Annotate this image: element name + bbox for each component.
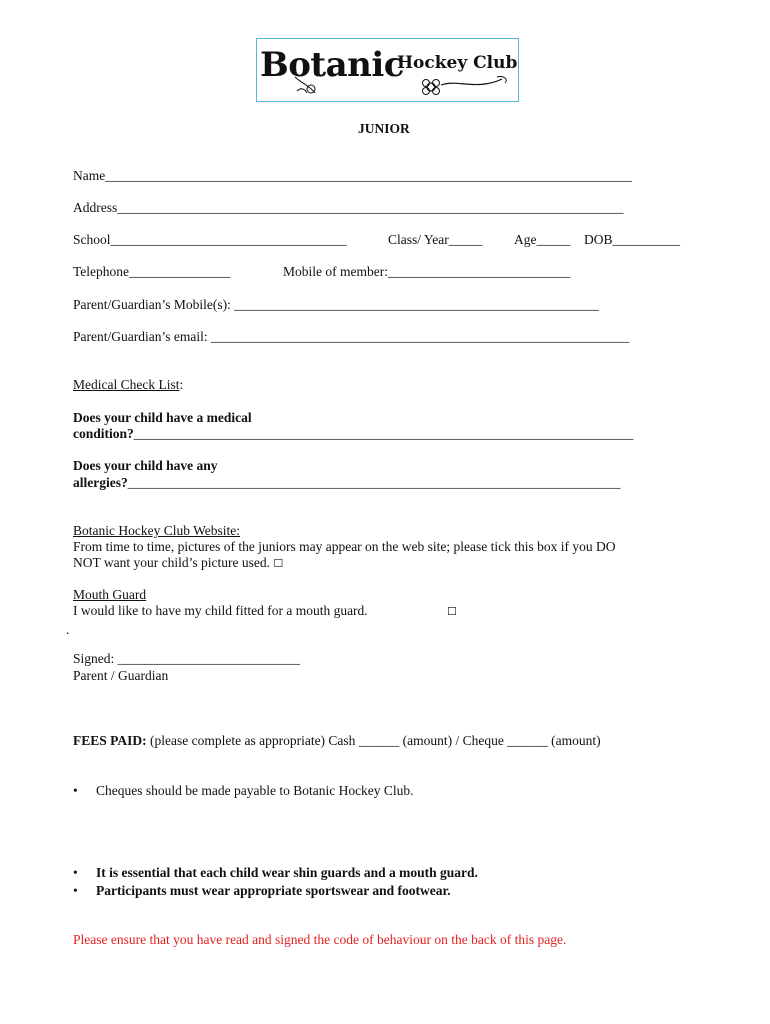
- school-field[interactable]: School___________________________________: [73, 232, 347, 247]
- website-text-2: NOT want your child’s picture used. ☐: [73, 555, 284, 570]
- parent-mobile-field[interactable]: Parent/Guardian’s Mobile(s): ______________________________________________________: [73, 297, 599, 312]
- age-field[interactable]: Age_____: [514, 232, 571, 247]
- website-heading: Botanic Hockey Club Website:: [73, 523, 241, 538]
- fees-paid-line[interactable]: FEES PAID: (please complete as appropriate) Cash ______ (amount) / Cheque ______ (amount): [73, 733, 601, 748]
- medical-question-1: Does your child have a medical: [73, 410, 252, 425]
- sportswear-note: Participants must wear appropriate sportswear and footwear.: [96, 883, 451, 898]
- mouth-guard-checkbox[interactable]: ☐: [447, 605, 457, 618]
- code-of-behaviour-note: Please ensure that you have read and signed the code of behaviour on the back of this page.: [73, 932, 567, 947]
- signature-sublabel: Parent / Guardian: [73, 668, 169, 683]
- photo-opt-out-checkbox[interactable]: ☐: [273, 557, 284, 570]
- name-field[interactable]: Name______________________________________________________________________________: [73, 168, 632, 183]
- mouth-guard-heading: Mouth Guard: [73, 587, 147, 602]
- allergy-question: Does your child have any: [73, 458, 218, 473]
- shin-guard-note: It is essential that each child wear shin guards and a mouth guard.: [96, 865, 478, 880]
- medical-answer-1[interactable]: condition?__________________________________________________________________________: [73, 426, 634, 441]
- bullet-2: •: [73, 865, 78, 880]
- medical-heading: Medical Check List:: [73, 377, 184, 392]
- logo-sub-text: Hockey Club: [397, 53, 518, 73]
- stray-dot: .: [66, 622, 70, 637]
- dob-field[interactable]: DOB__________: [584, 232, 681, 247]
- signature-field[interactable]: Signed: ___________________________: [73, 651, 300, 666]
- telephone-field[interactable]: Telephone_______________: [73, 264, 231, 279]
- bullet-3: •: [73, 883, 78, 898]
- logo-main-text: Botanic: [260, 45, 404, 85]
- address-field[interactable]: Address___________________________________________________________________________: [73, 200, 624, 215]
- flower-icon: [417, 73, 512, 99]
- leaf-icon: [291, 73, 321, 99]
- bullet-1: •: [73, 783, 78, 798]
- parent-email-field[interactable]: Parent/Guardian’s email: ______________________________________________________________: [73, 329, 630, 344]
- form-title: JUNIOR: [358, 121, 410, 136]
- website-text-1: From time to time, pictures of the juniors may appear on the web site; please tick this box if you DO: [73, 539, 616, 554]
- cheque-note: Cheques should be made payable to Botanic Hockey Club.: [96, 783, 414, 798]
- class-year-field[interactable]: Class/ Year_____: [388, 232, 483, 247]
- mobile-field[interactable]: Mobile of member:___________________________: [283, 264, 571, 279]
- mouth-guard-text: I would like to have my child fitted for a mouth guard.: [73, 603, 368, 618]
- allergy-answer[interactable]: allergies?_________________________________________________________________________: [73, 475, 621, 490]
- club-logo: [256, 38, 519, 102]
